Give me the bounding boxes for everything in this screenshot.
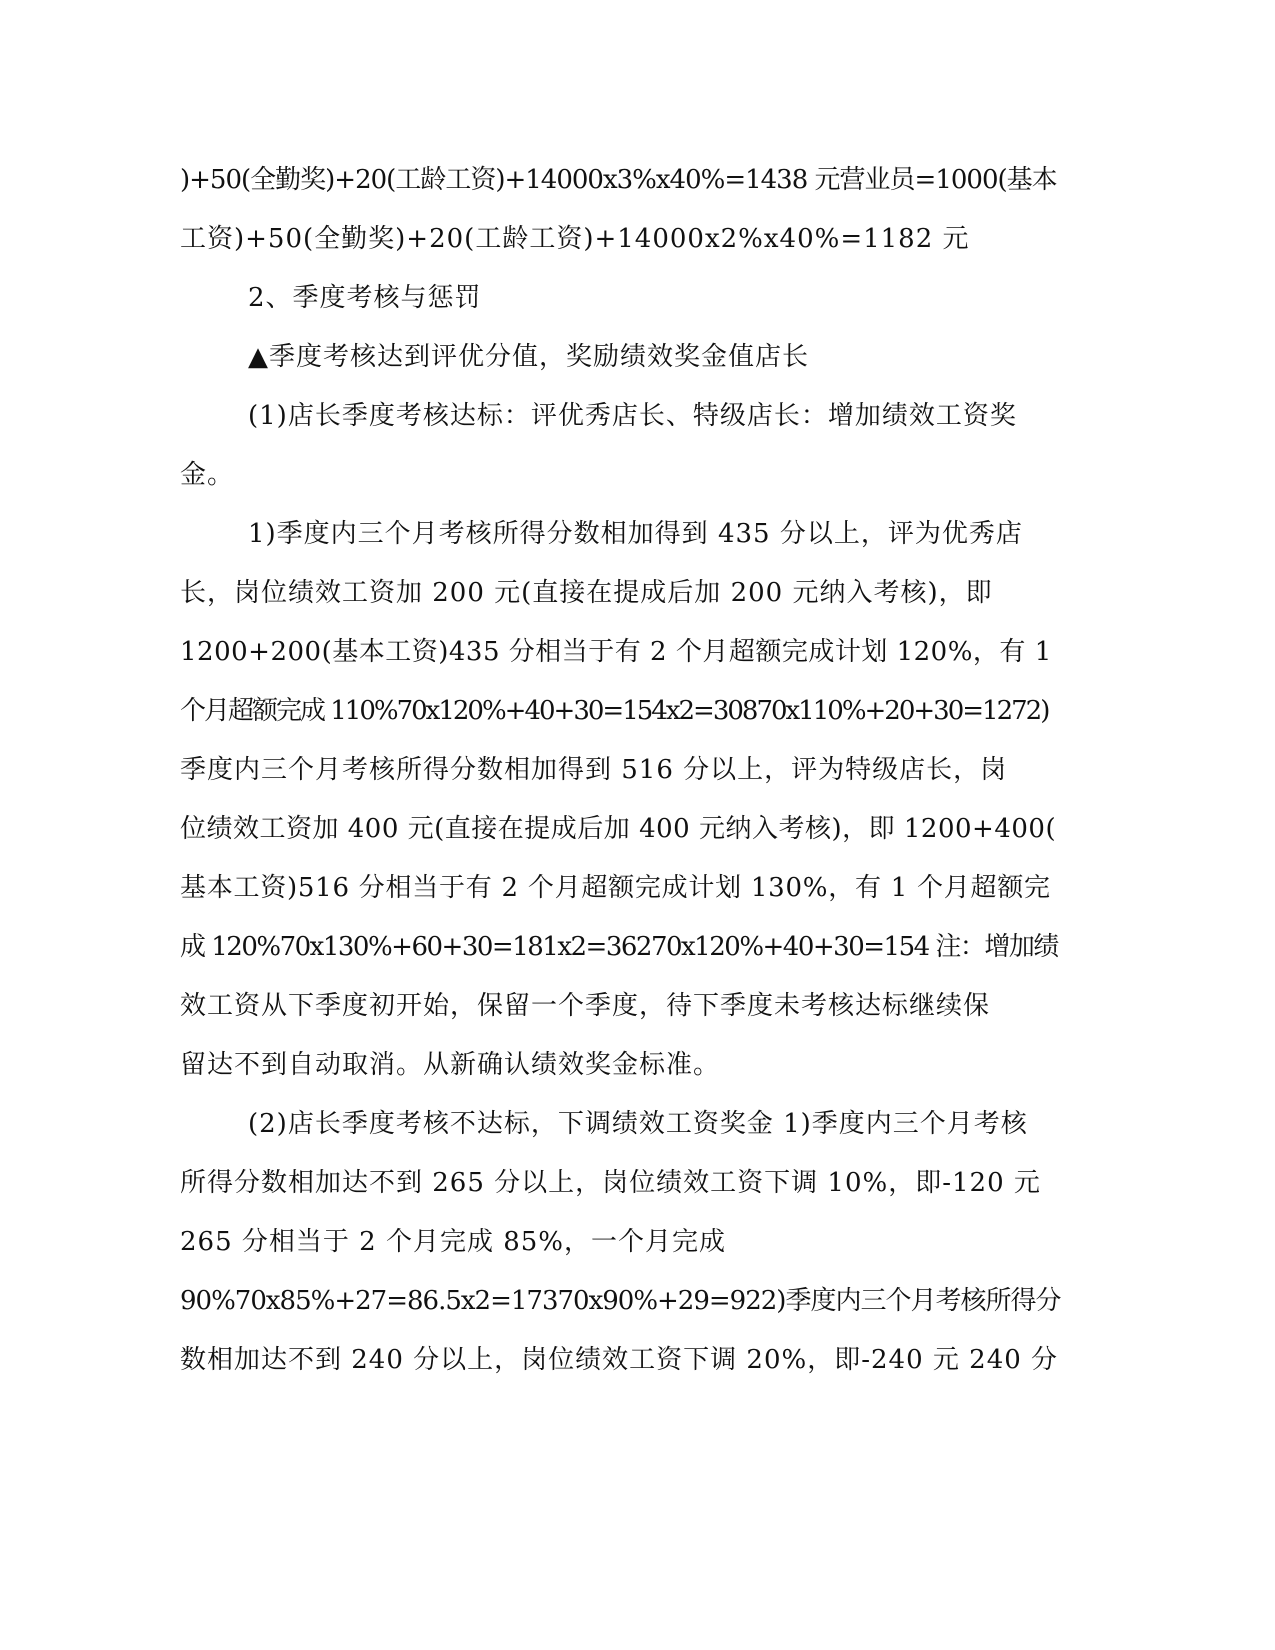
text-line: 数相加达不到 240 分以上，岗位绩效工资下调 20%，即-240 元 240 分 [180, 1345, 1059, 1375]
text-line: 90%70x85%+27=86.5x2=17370x90%+29=922)季度内三个月考核所得分 [180, 1286, 1061, 1316]
text-line: 金。 [180, 460, 235, 490]
text-line: (1)店长季度考核达标：评优秀店长、特级店长：增加绩效工资奖 [248, 401, 1017, 431]
text-line: ▲季度考核达到评优分值，奖励绩效奖金值店长 [248, 342, 809, 372]
text-line: 留达不到自动取消。从新确认绩效奖金标准。 [180, 1050, 721, 1080]
text-line: 所得分数相加达不到 265 分以上，岗位绩效工资下调 10%，即-120 元 [180, 1168, 1041, 1198]
text-line: 基本工资)516 分相当于有 2 个月超额完成计划 130%，有 1 个月超额完 [180, 873, 1051, 903]
section-heading: 2、季度考核与惩罚 [248, 283, 482, 313]
text-line: 季度内三个月考核所得分数相加得到 516 分以上，评为特级店长，岗 [180, 755, 1008, 785]
text-line: (2)店长季度考核不达标，下调绩效工资奖金 1)季度内三个月考核 [248, 1109, 1028, 1139]
text-line: 成 120%70x130%+60+30=181x2=36270x120%+40+30=154 注：增加绩 [180, 932, 1058, 962]
text-line: 长，岗位绩效工资加 200 元(直接在提成后加 200 元纳入考核)，即 [180, 578, 993, 608]
text-line: 个月超额完成 110%70x120%+40+30=154x2=30870x110%+20+30=1272) [180, 696, 1049, 726]
text-line: 位绩效工资加 400 元(直接在提成后加 400 元纳入考核)，即 1200+400( [180, 814, 1057, 844]
text-line: 效工资从下季度初开始，保留一个季度，待下季度未考核达标继续保 [180, 991, 991, 1021]
text-line: 工资)+50(全勤奖)+20(工龄工资)+14000x2%x40%=1182 元 [180, 224, 970, 254]
text-line: )+50(全勤奖)+20(工龄工资)+14000x3%x40%=1438 元营业员=1000(基本 [180, 165, 1057, 195]
text-line: 265 分相当于 2 个月完成 85%，一个月完成 [180, 1227, 727, 1257]
text-line: 1)季度内三个月考核所得分数相加得到 435 分以上，评为优秀店 [248, 519, 1023, 549]
text-line: 1200+200(基本工资)435 分相当于有 2 个月超额完成计划 120%，有 1 [180, 637, 1052, 667]
